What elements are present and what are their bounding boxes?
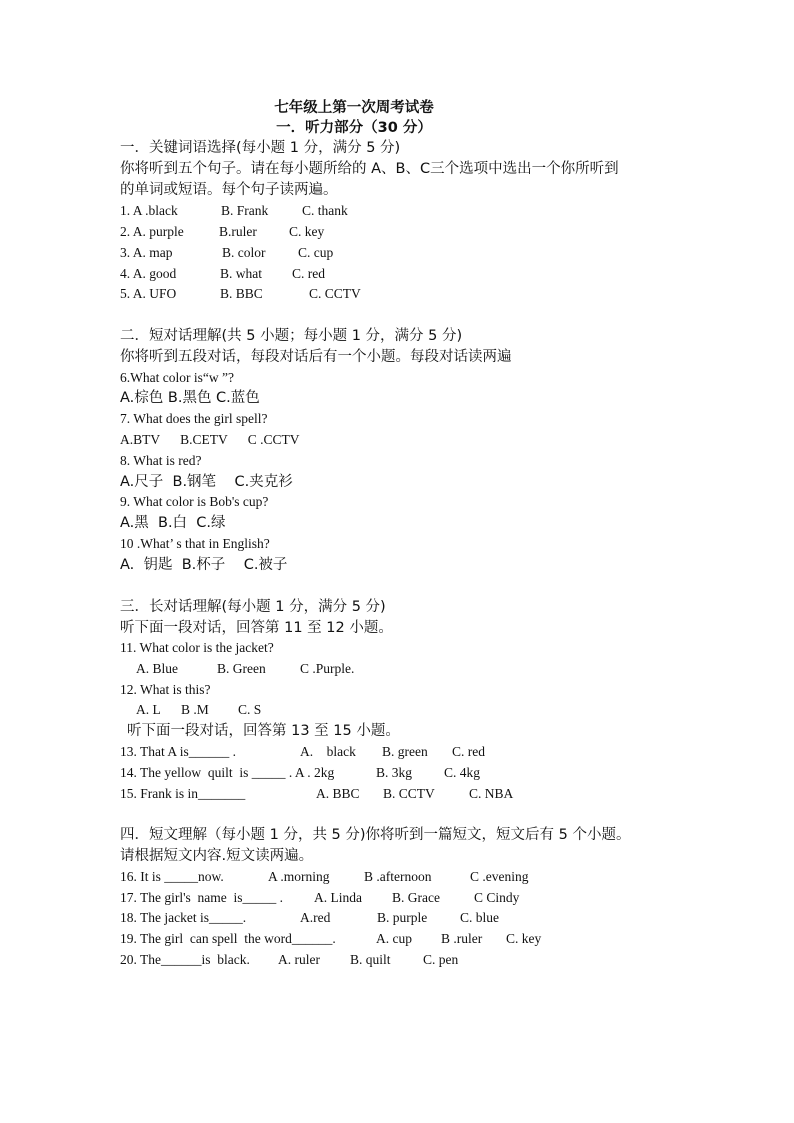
- q13-option-a: A. black: [300, 744, 356, 759]
- q11-option-c: C .Purple.: [300, 661, 355, 676]
- q2-option-c: C. key: [289, 224, 325, 239]
- question-6-options: A.棕色 B.黑色 C.蓝色: [120, 390, 260, 406]
- q16-option-c: C .evening: [470, 869, 529, 884]
- q3-option-a: 3. A. map: [120, 245, 173, 260]
- q19-option-a: A. cup: [376, 931, 412, 946]
- listening-part-title: 一．听力部分（30 分）: [276, 120, 432, 136]
- q18-option-b: B. purple: [377, 910, 428, 925]
- section1-heading: 一．关键词语选择(每小题 1 分，满分 5 分): [120, 140, 401, 156]
- q14-option-c: C. 4kg: [444, 765, 481, 780]
- exam-title: 七年级上第一次周考试卷: [274, 100, 434, 116]
- q13-stem: 13. That A is______ .: [120, 744, 237, 759]
- q19-option-b: B .ruler: [441, 931, 483, 946]
- q5-option-b: B. BBC: [220, 286, 263, 301]
- q18-option-a: A.red: [300, 910, 331, 925]
- q19-stem: 19. The girl can spell the word______.: [120, 931, 336, 946]
- q18-stem: 18. The jacket is_____.: [120, 910, 247, 925]
- q12-option-a: A. L: [136, 702, 161, 717]
- q17-option-c: C Cindy: [474, 890, 520, 905]
- q20-stem: 20. The______is black.: [120, 952, 250, 967]
- q15-option-c: C. NBA: [469, 786, 514, 801]
- q13-option-c: C. red: [452, 744, 485, 759]
- section4-intro: 请根据短文内容.短文读两遍。: [120, 848, 314, 864]
- section3-intro2: 听下面一段对话，回答第 13 至 15 小题。: [127, 723, 400, 739]
- section4-heading: 四．短文理解（每小题 1 分，共 5 分)你将听到一篇短文，短文后有 5 个小题。: [120, 827, 631, 843]
- question-7-options: A.BTV B.CETV C .CCTV: [120, 432, 300, 447]
- q12-option-c: C. S: [238, 702, 262, 717]
- q5-option-c: C. CCTV: [309, 286, 361, 301]
- q14-option-b: B. 3kg: [376, 765, 413, 780]
- q15-option-b: B. CCTV: [383, 786, 435, 801]
- question-10: 10 .What’ s that in English?: [120, 536, 270, 551]
- q4-option-a: 4. A. good: [120, 266, 177, 281]
- question-7: 7. What does the girl spell?: [120, 411, 268, 426]
- section1-intro-line2: 的单词或短语。每个句子读两遍。: [120, 182, 338, 198]
- q17-option-b: B. Grace: [392, 890, 440, 905]
- q12-option-b: B .M: [181, 702, 209, 717]
- q1-option-c: C. thank: [302, 203, 348, 218]
- q15-stem: 15. Frank is in_______: [120, 786, 246, 801]
- q5-option-a: 5. A. UFO: [120, 286, 177, 301]
- q17-stem: 17. The girl's name is_____ .: [120, 890, 284, 905]
- q20-option-b: B. quilt: [350, 952, 391, 967]
- q11-option-b: B. Green: [217, 661, 266, 676]
- section2-heading: 二．短对话理解(共 5 小题；每小题 1 分，满分 5 分): [120, 328, 463, 344]
- section3-intro1: 听下面一段对话，回答第 11 至 12 小题。: [120, 620, 393, 636]
- q15-option-a: A. BBC: [316, 786, 360, 801]
- question-9-options: A.黑 B.白 C.绿: [120, 515, 226, 531]
- q4-option-b: B. what: [220, 266, 262, 281]
- q14-stem-option-a: 14. The yellow quilt is _____ . A . 2kg: [120, 765, 335, 780]
- question-11: 11. What color is the jacket?: [120, 640, 274, 655]
- q16-stem: 16. It is _____now.: [120, 869, 224, 884]
- q1-option-b: B. Frank: [221, 203, 269, 218]
- section3-heading: 三．长对话理解(每小题 1 分，满分 5 分): [120, 599, 386, 615]
- q1-option-a: 1. A .black: [120, 203, 178, 218]
- question-9: 9. What color is Bob's cup?: [120, 494, 269, 509]
- q16-option-b: B .afternoon: [364, 869, 432, 884]
- question-8: 8. What is red?: [120, 453, 202, 468]
- section1-intro-line1: 你将听到五个句子。请在每小题所给的 A、B、C三个选项中选出一个你所听到: [120, 161, 619, 177]
- q2-option-a: 2. A. purple: [120, 224, 184, 239]
- question-8-options: A.尺子 B.钢笔 C.夹克衫: [120, 474, 293, 490]
- question-10-options: A. 钥匙 B.杯子 C.被子: [120, 557, 288, 573]
- question-12: 12. What is this?: [120, 682, 211, 697]
- q3-option-b: B. color: [222, 245, 266, 260]
- question-6: 6.What color is“w ”?: [120, 370, 234, 385]
- q13-option-b: B. green: [382, 744, 428, 759]
- q11-option-a: A. Blue: [136, 661, 178, 676]
- section2-intro: 你将听到五段对话，每段对话后有一个小题。每段对话读两遍: [120, 349, 512, 365]
- q20-option-a: A. ruler: [278, 952, 320, 967]
- q4-option-c: C. red: [292, 266, 325, 281]
- q17-option-a: A. Linda: [314, 890, 362, 905]
- q16-option-a: A .morning: [268, 869, 330, 884]
- q3-option-c: C. cup: [298, 245, 334, 260]
- q18-option-c: C. blue: [460, 910, 499, 925]
- q20-option-c: C. pen: [423, 952, 459, 967]
- q2-option-b: B.ruler: [219, 224, 257, 239]
- q19-option-c: C. key: [506, 931, 542, 946]
